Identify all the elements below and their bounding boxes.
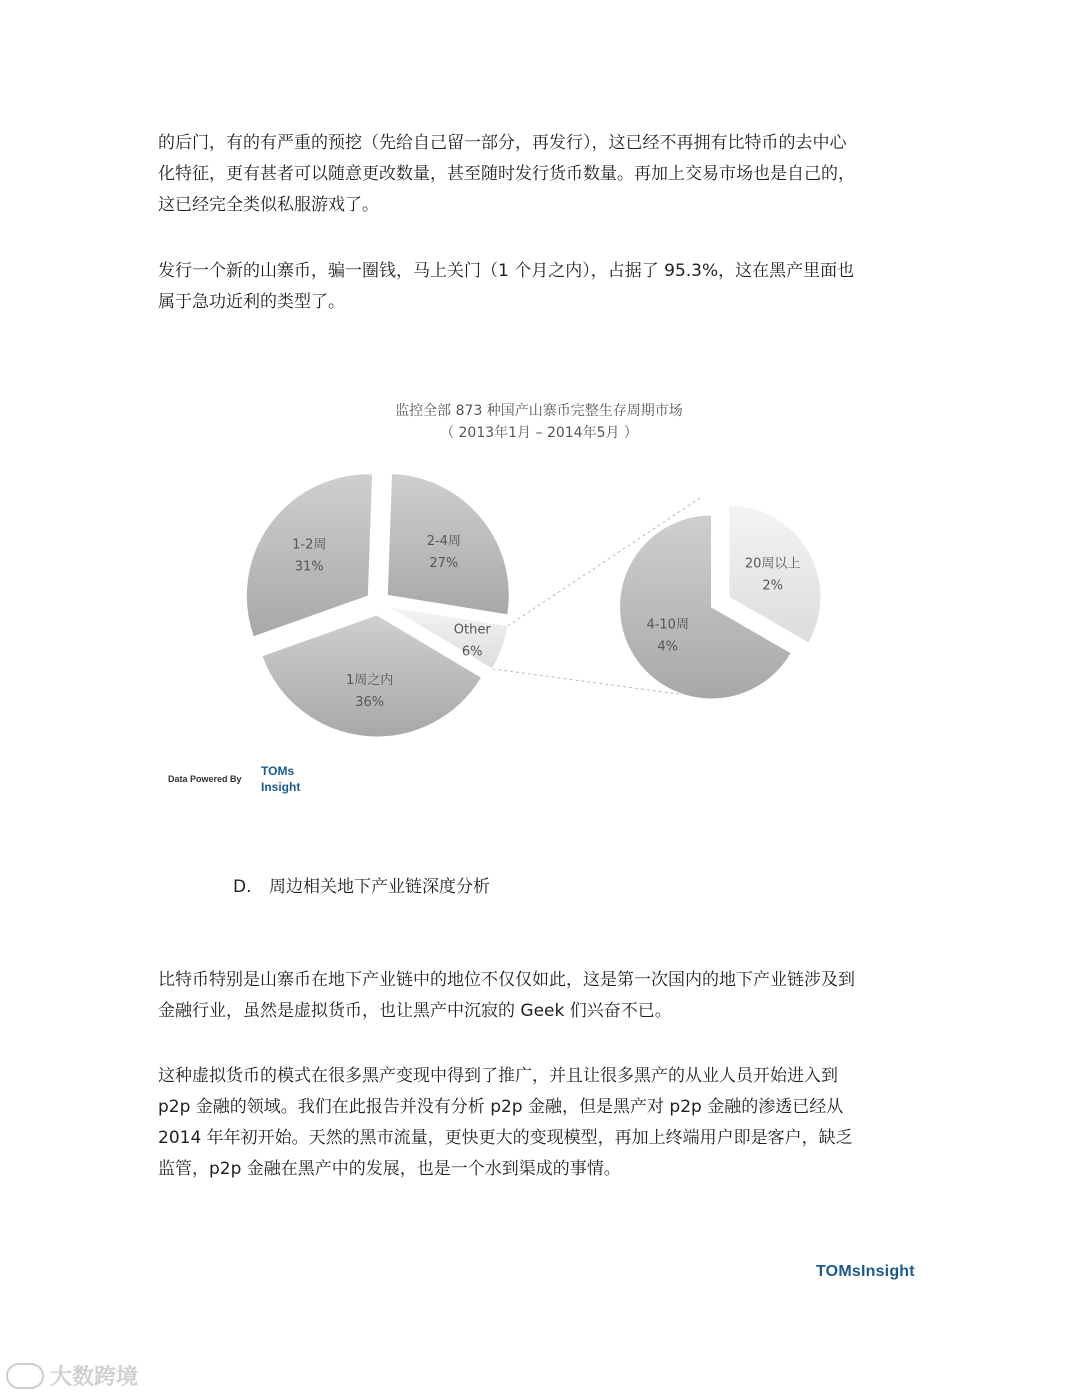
main-pie [246, 473, 509, 736]
paragraph-4 [158, 1061, 928, 1185]
credit-brand-line2: Insight [261, 780, 301, 794]
paragraph-line: 发行一个新的山寨币，骗一圈钱，马上关门（1 个月之内），占据了 95.3%，这在黑产里面也 [158, 261, 855, 281]
paragraph-line: 这已经完全类似私服游戏了。 [158, 195, 379, 215]
pie-slice-value: 27% [429, 555, 459, 571]
paragraph-2 [158, 256, 928, 318]
breakout-slice-value: 2% [762, 578, 783, 594]
watermark [6, 1360, 138, 1391]
breakout-slice-value: 4% [657, 639, 679, 655]
paragraph-line: 属于急功近利的类型了。 [158, 292, 345, 312]
credit-prefix: Data Powered By [168, 774, 242, 784]
pie-slice-value: 6% [461, 644, 483, 660]
paragraph-line: 监管，p2p 金融在黑产中的发展，也是一个水到渠成的事情。 [158, 1159, 621, 1179]
credit-brand-line1: TOMs [261, 764, 295, 778]
footer-brand-logo: TOMsInsight [816, 1263, 915, 1280]
pie-slice-value: 31% [294, 559, 324, 575]
breakout-slice-label: 20周以上 [744, 556, 801, 572]
paragraph-line: 化特征，更有甚者可以随意更改数量，甚至随时发行货币数量。再加上交易市场也是自己的， [158, 164, 855, 184]
paragraph-line: 金融行业，虽然是虚拟货币，也让黑产中沉寂的 Geek 们兴奋不已。 [158, 1001, 672, 1021]
pie-slice-1-2 [246, 474, 372, 637]
section-heading [233, 872, 490, 897]
chart-subtitle: （ 2013年1月 – 2014年5月 ） [440, 425, 638, 441]
data-credit [168, 764, 300, 794]
breakout-pie [620, 505, 821, 699]
paragraph-3 [158, 965, 928, 1027]
paragraph-line: 的后门，有的有严重的预挖（先给自己留一部分，再发行），这已经不再拥有比特币的去中心 [158, 133, 847, 153]
pie-slice-label: Other [453, 622, 491, 638]
pie-chart [150, 385, 930, 805]
watermark-text: 大数跨境 [50, 1365, 139, 1390]
breakout-slice-label: 4-10周 [646, 617, 689, 633]
pie-slice-label: 2-4周 [426, 533, 461, 549]
paragraph-line: 比特币特别是山寨币在地下产业链中的地位不仅仅如此，这是第一次国内的地下产业链涉及到 [158, 970, 855, 990]
chart-title: 监控全部 873 种国产山寨币完整生存周期市场 [395, 403, 683, 419]
pie-slice-label: 1周之内 [346, 672, 394, 688]
paragraph-line: 这种虚拟货币的模式在很多黑产变现中得到了推广，并且让很多黑产的从业人员开始进入到 [158, 1066, 838, 1086]
pie-slice-label: 1-2周 [292, 537, 327, 553]
paragraph-line: p2p 金融的领域。我们在此报告并没有分析 p2p 金融，但是黑产对 p2p 金融的渗透已经从 [158, 1097, 844, 1117]
paragraph-line: 2014 年年初开始。天然的黑市流量，更快更大的变现模型，再加上终端用户即是客户，缺乏 [158, 1128, 853, 1148]
section-title: 周边相关地下产业链深度分析 [269, 877, 490, 897]
breakout-slice-0 [729, 505, 821, 643]
paragraph-1 [158, 128, 928, 221]
watermark-logo-icon [6, 1363, 44, 1389]
pie-slice-value: 36% [355, 694, 385, 710]
section-letter: D. [233, 877, 252, 897]
